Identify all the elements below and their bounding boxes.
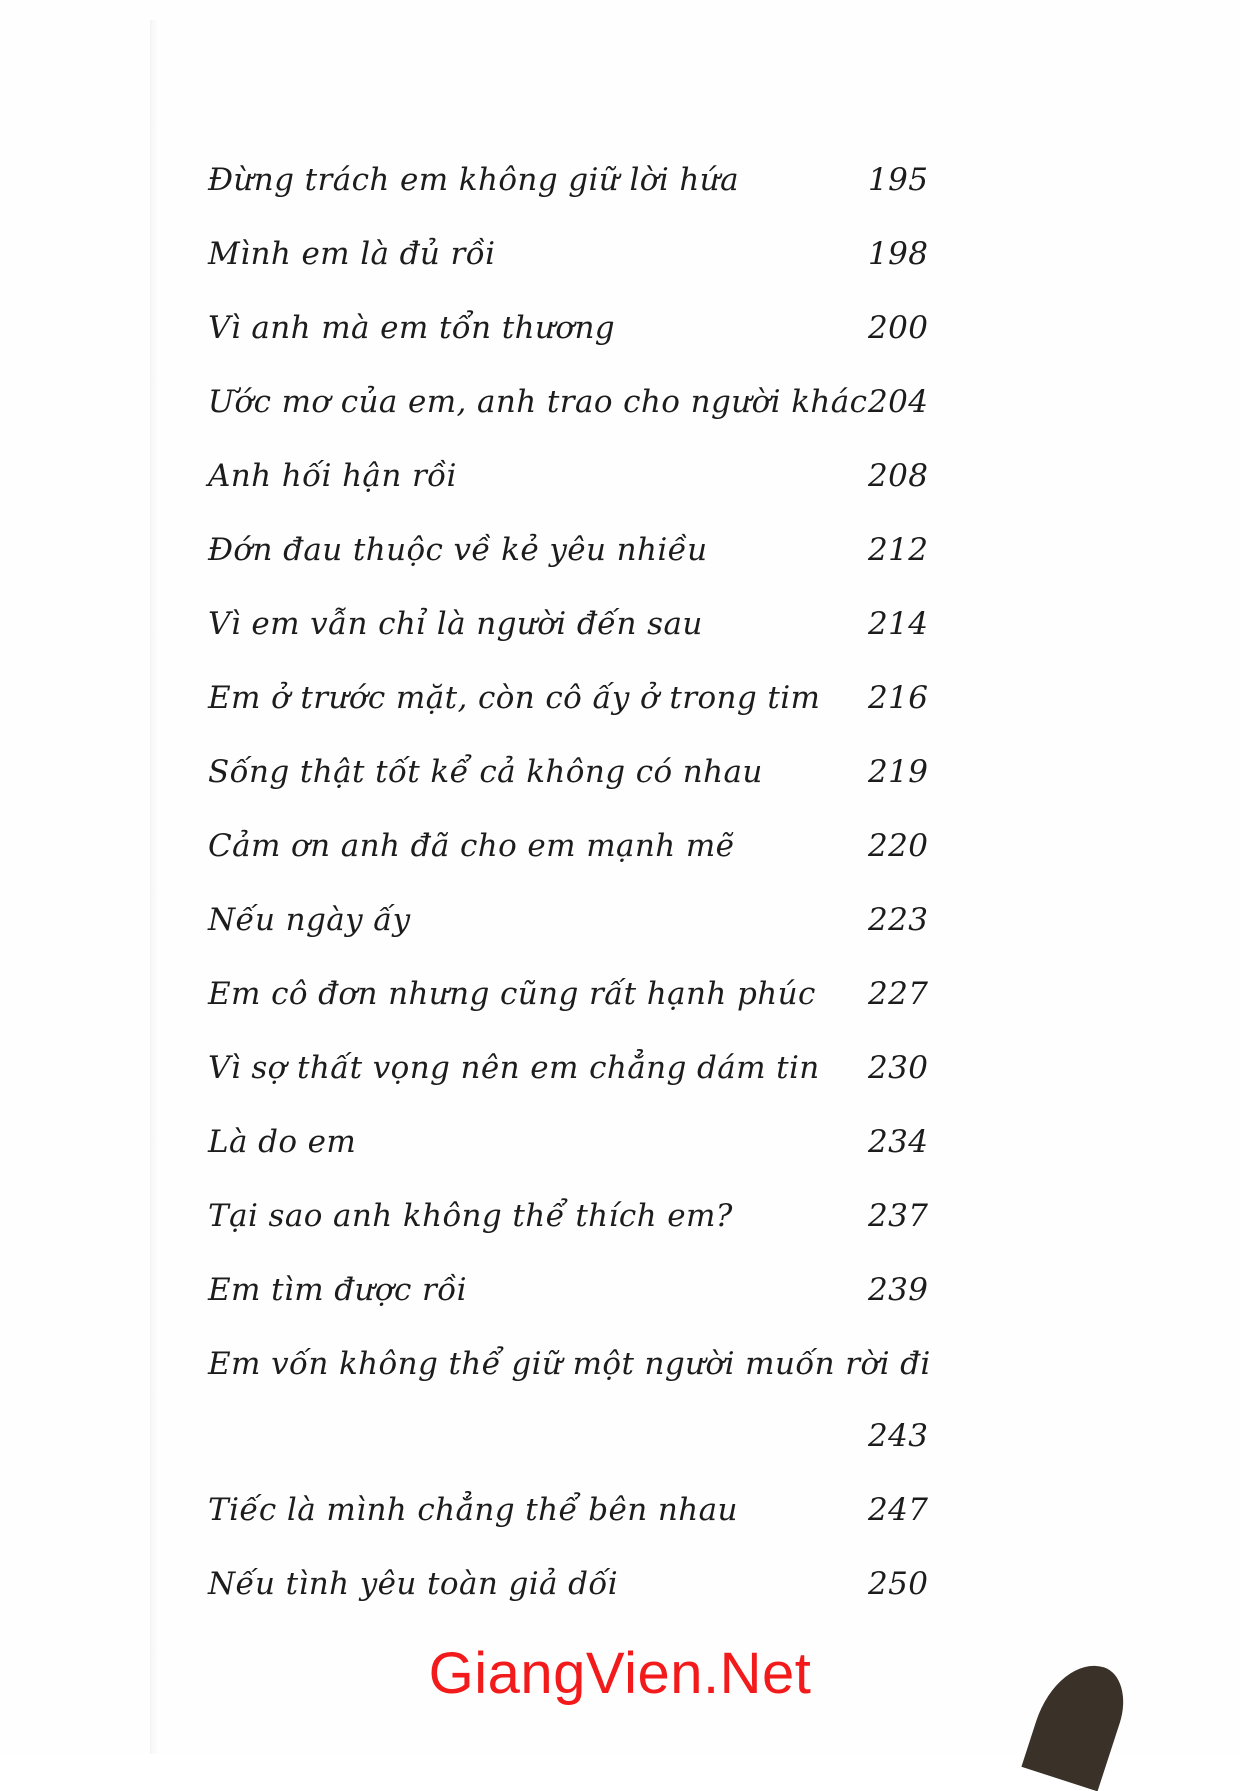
toc-entry [208, 226, 928, 300]
toc-entry-page: 250 [868, 1566, 929, 1602]
toc-entry-title: Đớn đau thuộc về kẻ yêu nhiều [208, 532, 708, 568]
toc-entry-title: Em ở trước mặt, còn cô ấy ở trong tim [208, 680, 821, 716]
toc-entry [208, 152, 928, 226]
table-of-contents [208, 152, 931, 1630]
toc-entry [208, 966, 928, 1040]
toc-entry-page: 243 [868, 1418, 929, 1454]
toc-entry-page: 212 [868, 532, 929, 568]
toc-entry [208, 892, 928, 966]
toc-entry-page: 239 [868, 1272, 929, 1308]
toc-entry-title: Nếu tình yêu toàn giả dối [208, 1566, 619, 1602]
toc-entry [208, 1556, 928, 1630]
toc-entry [208, 1262, 928, 1336]
toc-entry-title: Vì sợ thất vọng nên em chẳng dám tin [208, 1050, 820, 1086]
toc-entry-title: Em cô đơn nhưng cũng rất hạnh phúc [208, 976, 816, 1012]
toc-entry-page: 230 [868, 1050, 929, 1086]
toc-entry-page: 234 [868, 1124, 929, 1160]
toc-entry [208, 744, 928, 818]
toc-entry-page: 219 [868, 754, 929, 790]
toc-entry-title: Em tìm được rồi [208, 1272, 467, 1308]
toc-entry [208, 1188, 928, 1262]
toc-entry-title: Anh hối hận rồi [208, 458, 457, 494]
toc-entry [208, 670, 928, 744]
toc-entry-page: 204 [868, 384, 929, 420]
toc-entry-title: Đừng trách em không giữ lời hứa [208, 162, 739, 198]
toc-entry [208, 374, 928, 448]
toc-entry-page: 198 [868, 236, 929, 272]
toc-entry-page: 223 [868, 902, 929, 938]
toc-entry-page: 220 [868, 828, 929, 864]
toc-entry-title: Vì em vẫn chỉ là người đến sau [208, 606, 703, 642]
toc-entry-page: 227 [868, 976, 929, 1012]
toc-entry-title: Ước mơ của em, anh trao cho người khác [208, 384, 868, 420]
toc-entry [208, 818, 928, 892]
toc-entry [208, 1040, 928, 1114]
toc-entry-page: 208 [868, 458, 929, 494]
toc-entry-title: Nếu ngày ấy [208, 902, 411, 938]
toc-entry [208, 448, 928, 522]
toc-entry-title: Cảm ơn anh đã cho em mạnh mẽ [208, 828, 735, 864]
toc-entry-page: 216 [868, 680, 929, 716]
toc-entry [208, 1482, 928, 1556]
toc-entry-page: 237 [868, 1198, 929, 1234]
toc-entry [208, 522, 928, 596]
toc-entry-page: 247 [868, 1492, 929, 1528]
toc-entry-title: Là do em [208, 1124, 357, 1160]
toc-entry-page: 195 [868, 162, 929, 198]
toc-entry-title: Vì anh mà em tổn thương [208, 310, 616, 346]
watermark-text: GiangVien.Net [428, 1641, 812, 1706]
toc-entry [208, 300, 928, 374]
toc-entry-title: Tại sao anh không thể thích em? [208, 1198, 733, 1234]
toc-entry [208, 596, 928, 670]
toc-entry-title: Sống thật tốt kể cả không có nhau [208, 754, 763, 790]
toc-entry-page: 200 [868, 310, 929, 346]
toc-entry-page: 214 [868, 606, 929, 642]
toc-entry [208, 1114, 928, 1188]
toc-entry-title: Tiếc là mình chẳng thể bên nhau [208, 1492, 738, 1528]
page-spine-shadow [150, 20, 160, 1754]
toc-entry-title: Em vốn không thể giữ một người muốn rời đi [208, 1346, 931, 1382]
toc-entry [208, 1336, 931, 1482]
toc-entry-title: Mình em là đủ rồi [208, 236, 496, 272]
